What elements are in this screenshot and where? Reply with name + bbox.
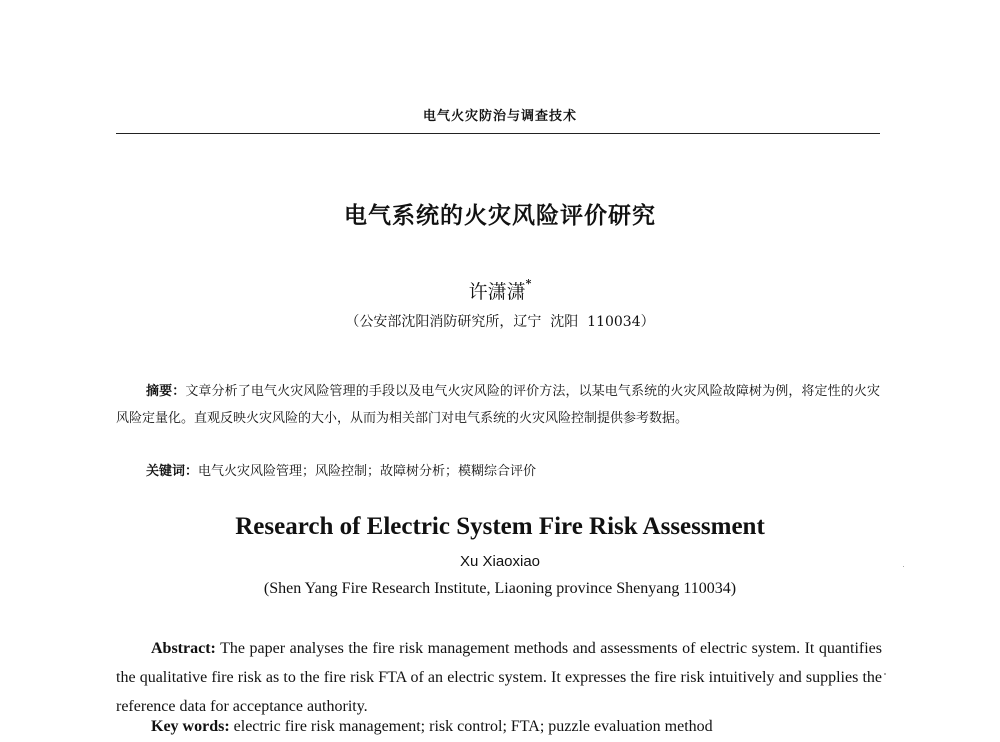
keywords-english-label: Key words:: [151, 718, 230, 735]
header-rule: [116, 133, 880, 134]
abstract-chinese-text: 文章分析了电气火灾风险管理的手段以及电气火灾风险的评价方法，以某电气系统的火灾风险故障树为例，将定性的火灾风险定量化。直观反映火灾风险的大小，从而为相关部门对电气系统的火灾风险控制提供参考数据。: [116, 384, 880, 426]
scan-speck: [884, 673, 886, 675]
keywords-chinese-label: 关键词：: [146, 464, 199, 479]
keywords-chinese: [146, 460, 880, 479]
author-chinese: [0, 277, 1000, 304]
abstract-chinese-label: 摘要：: [146, 384, 186, 399]
author-footnote-mark: *: [525, 276, 532, 290]
scan-speck: [903, 566, 904, 567]
abstract-english: [116, 634, 882, 721]
journal-section-header: 电气火灾防治与调查技术: [422, 109, 577, 124]
abstract-english-text: The paper analyses the fire risk management methods and assessments of electric system. It quantifies the qualitative fire risk as to the fire risk FTA of an electric system. It expresses the fire risk intuitively and supplies the reference data for acceptance authority.: [116, 640, 882, 715]
affiliation-chinese: （公安部沈阳消防研究所，辽宁 沈阳 110034）: [345, 314, 655, 330]
affiliation-english: (Shen Yang Fire Research Institute, Liaoning province Shenyang 110034): [263, 580, 737, 597]
author-english: Xu Xiaoxiao: [459, 553, 541, 570]
title-chinese: 电气系统的火灾风险评价研究: [344, 203, 656, 229]
title-english: Research of Electric System Fire Risk Assessment: [235, 513, 765, 540]
abstract-chinese: [116, 378, 880, 432]
abstract-english-label: Abstract:: [151, 640, 216, 657]
keywords-chinese-text: 电气火灾风险管理；风险控制；故障树分析；模糊综合评价: [198, 464, 537, 479]
author-chinese-name: 许潇潇: [468, 281, 526, 303]
keywords-english: [151, 718, 880, 736]
keywords-english-text: electric fire risk management; risk control; FTA; puzzle evaluation method: [233, 718, 713, 735]
